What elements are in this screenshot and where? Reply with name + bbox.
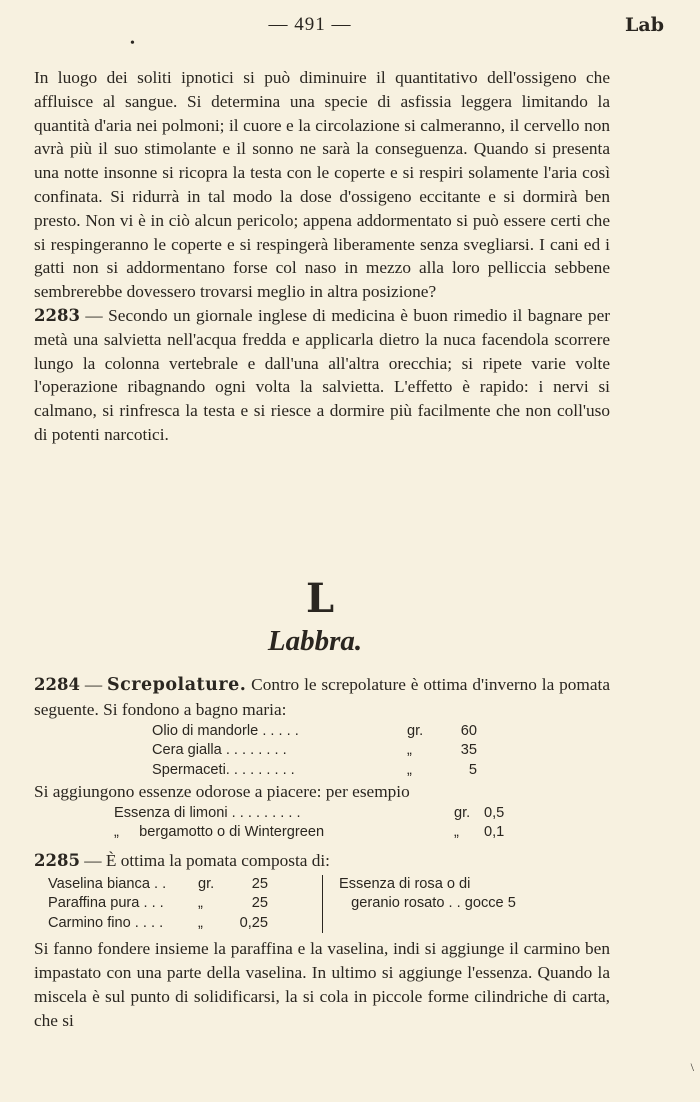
recipe-row: Spermaceti. . . . . . . . . „ 5 bbox=[152, 761, 477, 778]
entry-2283 bbox=[34, 304, 610, 447]
recipe-row: Olio di mandorle . . . . . gr. 60 bbox=[152, 722, 477, 739]
corner-mark: \ bbox=[690, 1060, 694, 1074]
two-column-recipe bbox=[48, 875, 610, 934]
entry-2285 bbox=[34, 849, 610, 873]
recipe-list bbox=[114, 804, 554, 843]
paragraph: In luogo dei soliti ipnotici si può diminuire il quantitativo dell'ossigeno che affluisce al sangue. Si determina una specie di asfissia leggera limitando la quantità d'aria nei polmoni; il cuore e la circolazione si calmeranno, il cervello non avrà più il suo stimolante e il sonno ne sarà la conseguenza. Quando si presenta una notte insonne si ricopra la testa con le coperte e si respiri solamente l'aria così confinata. Si ridurrà in tal modo la dose d'ossigeno eccitante e si dormirà ben presto. Non vi è in ciò alcun pericolo; appena addormentato si può essere certi che si respingeranno le coperte e si respingerà liberamente senza svegliarsi. I cani ed i gatti non si addormentano forse col naso in mezzo alla loro pelliccia sebbene sembrerebbe dovessero trovarsi meglio in altra posizione? bbox=[34, 68, 610, 302]
paragraph: Si aggiungono essenze odorose a piacere: per esempio bbox=[34, 782, 410, 802]
recipe-row: Paraffina pura . . . „ 25 bbox=[48, 895, 268, 912]
section-title: Labbra. bbox=[267, 625, 363, 657]
recipe-list bbox=[152, 722, 492, 781]
entry-text: — Secondo un giornale inglese di medicina è buon rimedio il bagnare per metà una salvietta nell'acqua fredda e applicarla dietro la nuca facendola scorrere lungo la colonna vertebrale e dall'una all'altra orecchia; si ripete varie volte l'operazione ribagnando ogni volta la salvietta. L'effetto è rapido: i nervi si calmano, si rinfresca la testa e si riesce a dormire più facilmente che non coll'uso di potenti narcotici. bbox=[34, 305, 610, 444]
section-text bbox=[34, 673, 610, 1032]
recipe-line: Essenza di rosa o di bbox=[339, 875, 471, 892]
paragraph: Si fanno fondere insieme la paraffina e la vaselina, indi si aggiunge il carmino ben impastato con una parte della vaselina. In ultimo si aggiunge l'essenza. Quando la miscela è sul punto di solidificarsi, la si cola in piccole forme cilindriche di carta, che si bbox=[34, 939, 610, 1030]
recipe-row: Cera gialla . . . . . . . . „ 35 bbox=[152, 742, 477, 759]
page-header bbox=[0, 14, 700, 51]
entry-2284: 2284 — Screpolature. Contro le screpolature è ottima d'inverno la pomata seguente. Si fondono a bagno maria: bbox=[34, 675, 611, 719]
page-number: — 491 — bbox=[268, 14, 352, 35]
recipe-row: „ bergamotto o di Wintergreen „ 0,1 bbox=[114, 824, 505, 841]
main-text bbox=[34, 66, 610, 447]
entry-title: Screpolature. bbox=[107, 675, 247, 695]
recipe-left-column bbox=[48, 875, 323, 934]
entry-number: 2283 bbox=[34, 305, 80, 325]
recipe-line: geranio rosato . . gocce 5 bbox=[339, 895, 516, 912]
recipe-right-column bbox=[323, 875, 516, 934]
recipe-row: Vaselina bianca . . gr. 25 bbox=[48, 875, 268, 892]
ink-mark: • bbox=[130, 36, 135, 51]
entry-text: Contro le screpolature è ottima d'inverno la pomata seguente. Si fondono a bagno maria: bbox=[34, 675, 611, 719]
entry-text: — È ottima la pomata composta di: bbox=[79, 850, 330, 870]
recipe-row: Carmino fino . . . . „ 0,25 bbox=[48, 914, 268, 931]
entry-number: 2285 bbox=[34, 850, 80, 870]
entry-number: 2284 bbox=[34, 675, 80, 694]
running-head: Lab bbox=[625, 14, 664, 36]
section-letter: L bbox=[305, 575, 335, 622]
recipe-row: Essenza di limoni . . . . . . . . . gr. 0,5 bbox=[114, 804, 505, 821]
